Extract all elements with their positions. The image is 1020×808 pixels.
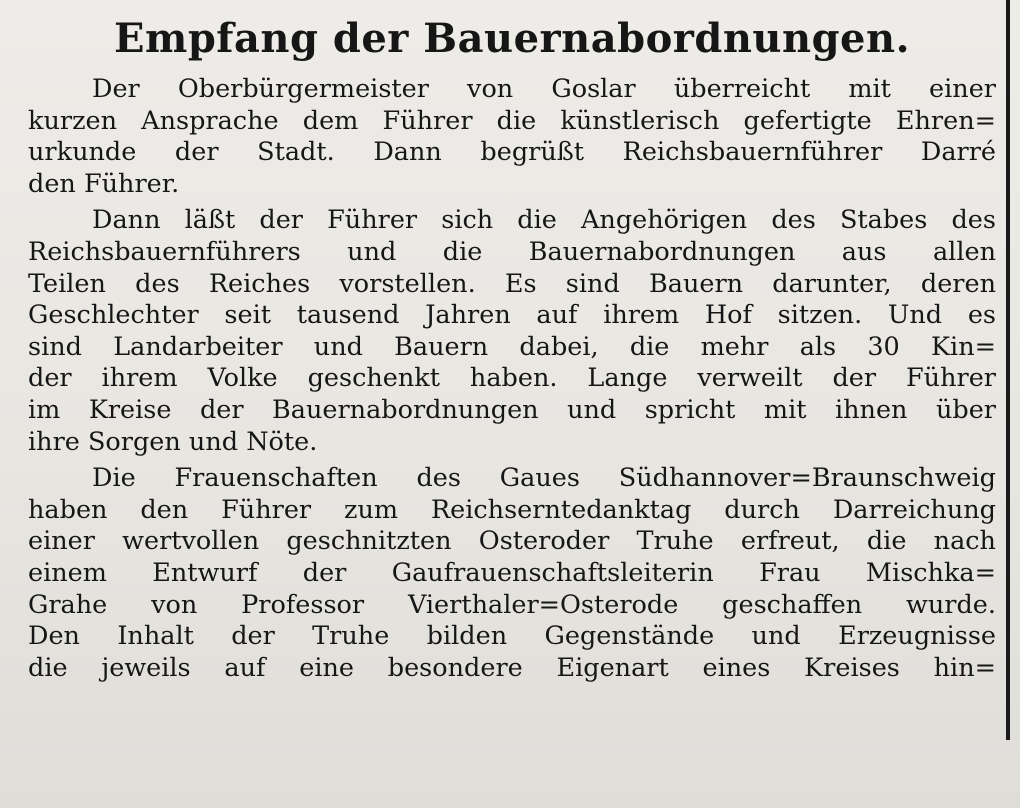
text-line: haben den Führer zum Reichserntedanktag durch Darreichung <box>28 494 996 525</box>
text-line: kurzen Ansprache dem Führer die künstlerisch gefertigte Ehren= <box>28 105 996 136</box>
text-line: im Kreise der Bauernabordnungen und spricht mit ihnen über <box>28 394 996 425</box>
column-rule <box>1006 0 1010 740</box>
article <box>28 10 996 684</box>
text-line: Dann läßt der Führer sich die Angehörigen des Stabes des <box>92 205 996 236</box>
text-line: Reichsbauernführers und die Bauernabordnungen aus allen <box>28 236 996 267</box>
paragraph-1 <box>28 74 996 200</box>
text-line: Den Inhalt der Truhe bilden Gegenstände und Erzeugnisse <box>28 621 996 652</box>
text-line: einem Entwurf der Gaufrauenschaftsleiterin Frau Mischka= <box>28 557 996 588</box>
text-line: Grahe von Professor Vierthaler=Osterode geschaffen wurde. <box>28 589 996 620</box>
text-line: den Führer. <box>28 168 180 199</box>
text-line: Die Frauenschaften des Gaues Südhannover=Braunschweig <box>92 463 996 494</box>
text-line: einer wertvollen geschnitzten Osteroder Truhe erfreut, die nach <box>28 526 996 557</box>
text-line: sind Landarbeiter und Bauern dabei, die mehr als 30 Kin= <box>28 331 996 362</box>
text-line: der ihrem Volke geschenkt haben. Lange verweilt der Führer <box>28 363 996 394</box>
text-line: Geschlechter seit tausend Jahren auf ihrem Hof sitzen. Und es <box>28 300 996 331</box>
paragraph-3 <box>28 463 996 684</box>
text-line: ihre Sorgen und Nöte. <box>28 426 318 457</box>
text-line: Der Oberbürgermeister von Goslar überreicht mit einer <box>92 74 996 104</box>
paragraph-2 <box>28 205 996 458</box>
text-line: urkunde der Stadt. Dann begrüßt Reichsbauernführer Darré <box>28 137 996 168</box>
article-headline: Empfang der Bauernabordnungen. <box>114 15 910 62</box>
text-line: die jeweils auf eine besondere Eigenart eines Kreises hin= <box>28 652 996 683</box>
text-line: Teilen des Reiches vorstellen. Es sind Bauern darunter, deren <box>28 268 996 299</box>
